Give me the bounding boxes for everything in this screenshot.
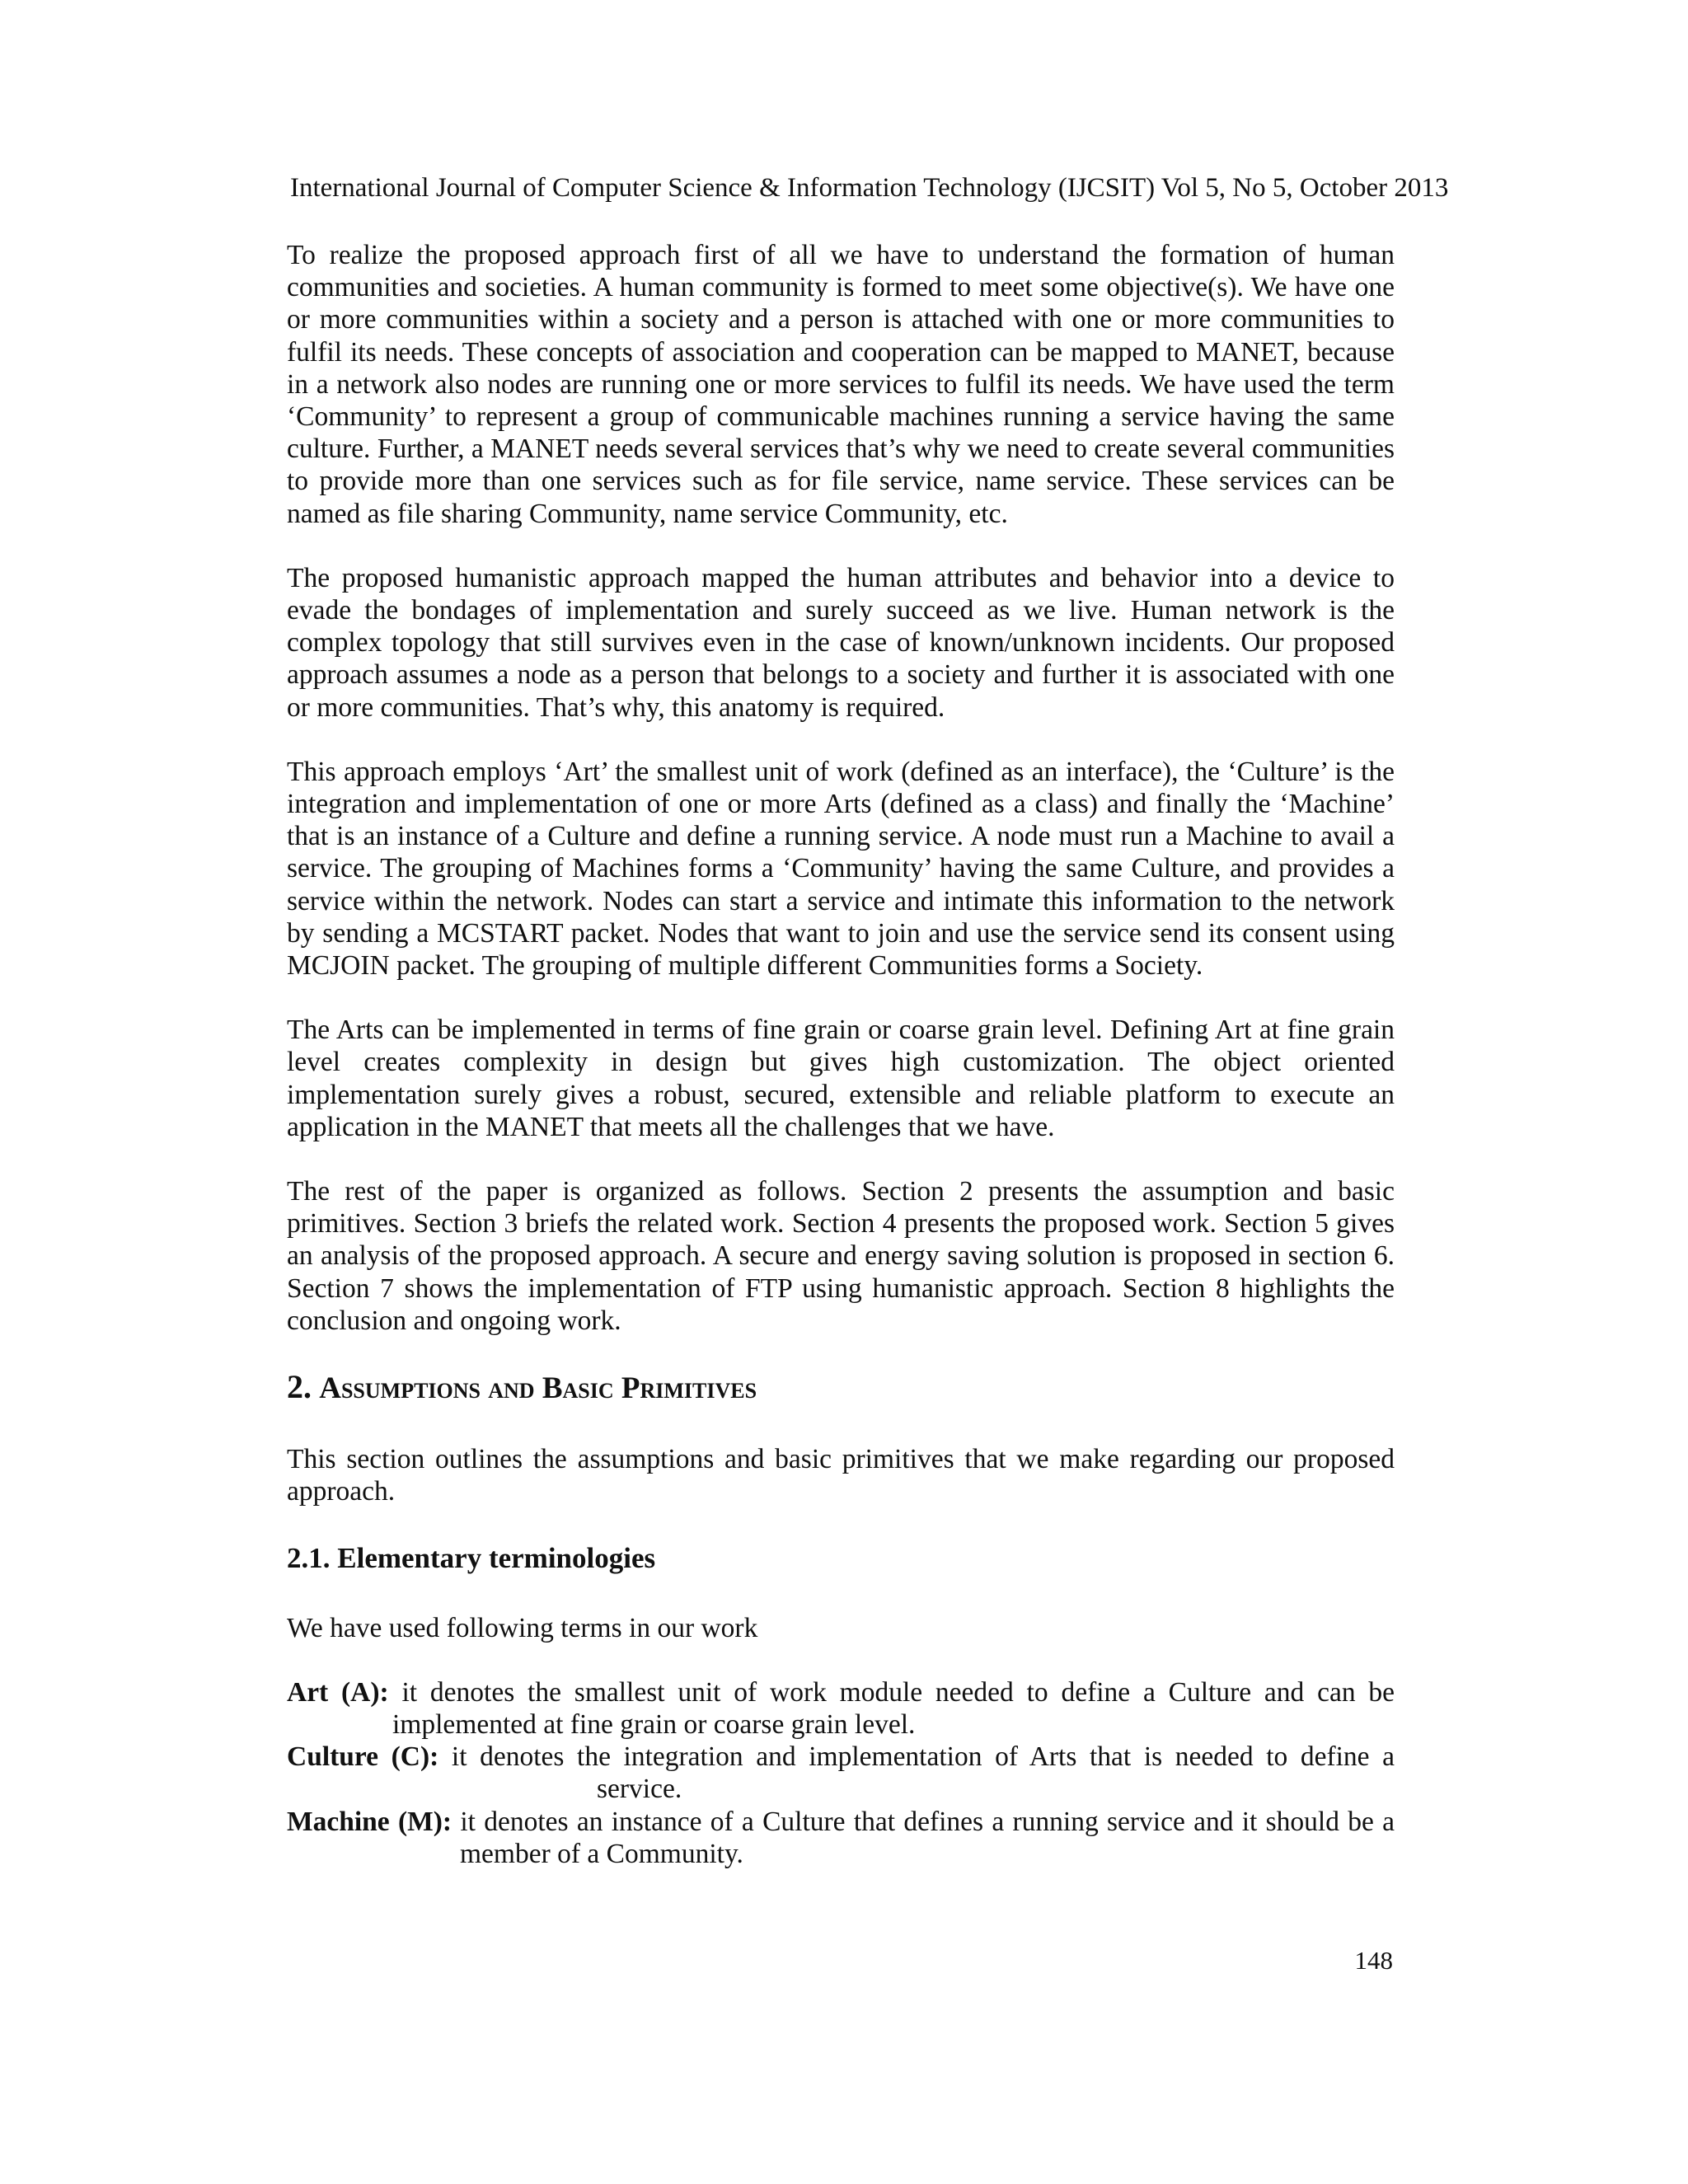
page-number: 148 bbox=[1354, 1946, 1393, 1975]
definition-continuation: implemented at fine grain or coarse grain level. bbox=[392, 1708, 916, 1740]
section-intro-paragraph: This section outlines the assumptions and basic primitives that we make regarding our proposed approach. bbox=[287, 1444, 1395, 1507]
definition-item-culture bbox=[287, 1741, 1395, 1805]
definition-first-line bbox=[287, 1741, 1395, 1773]
definition-continuation: member of a Community. bbox=[460, 1838, 743, 1869]
paragraph-humanistic-approach: The proposed humanistic approach mapped the human attributes and behavior into a device to evade the bondages of implementation and surely succeed as we live. Human network is the complex topology that still survives even in the case of known/unknown incidents. Our proposed approach assumes a node as a person that belongs to a society and further it is associated with one or more communities. That’s why, this anatomy is required. bbox=[287, 562, 1395, 723]
definition-first-line bbox=[287, 1676, 1395, 1708]
definition-text: it denotes an instance of a Culture that defines a running service and it should be a bbox=[460, 1806, 1395, 1837]
paragraph-community-formation: To realize the proposed approach first of all we have to understand the formation of human communities and societies. A human community is formed to meet some objective(s). We have one or more communities within a society and a person is attached with one or more communities to fulfil its needs. These concepts of association and cooperation can be mapped to MANET, because in a network also nodes are running one or more services to fulfil its needs. We have used the term ‘Community’ to represent a group of communicable machines running a service having the same culture. Further, a MANET needs several services that’s why we need to create several communities to provide more than one services such as for file service, name service. These services can be named as file sharing Community, name service Community, etc. bbox=[287, 240, 1395, 529]
subsection-intro-paragraph: We have used following terms in our work bbox=[287, 1612, 758, 1643]
definition-list bbox=[287, 1676, 1395, 1870]
section-title: Assumptions and Basic Primitives bbox=[319, 1371, 757, 1406]
running-header: International Journal of Computer Science & Information Technology (IJCSIT) Vol 5, No 5, October 2013 bbox=[290, 173, 1449, 203]
definition-text: it denotes the integration and implementation of Arts that is needed to define a bbox=[451, 1741, 1395, 1773]
definition-term: Culture (C): bbox=[287, 1741, 439, 1773]
definition-item-machine bbox=[287, 1806, 1395, 1870]
paragraph-art-culture-machine: This approach employs ‘Art’ the smallest unit of work (defined as an interface), the ‘Culture’ is the integration and implementation of one or more Arts (defined as a class) and finally the ‘Machine’ that is an instance of a Culture and define a running service. A node must run a Machine to avail a service. The grouping of Machines forms a ‘Community’ having the same Culture, and provides a service within the network. Nodes can start a service and intimate this information to the network by sending a MCSTART packet. Nodes that want to join and use the service send its consent using MCJOIN packet. The grouping of multiple different Communities forms a Society. bbox=[287, 756, 1395, 982]
definition-first-line bbox=[287, 1806, 1395, 1838]
body-column bbox=[287, 239, 1395, 1870]
subsection-heading-terminologies: 2.1. Elementary terminologies bbox=[287, 1541, 656, 1574]
definition-item-art bbox=[287, 1676, 1395, 1741]
definition-term: Machine (M): bbox=[287, 1806, 452, 1837]
paragraph-paper-organization: The rest of the paper is organized as follows. Section 2 presents the assumption and basic primitives. Section 3 briefs the related work. Section 4 presents the proposed work. Section 5 gives an analysis of the proposed approach. A secure and energy saving solution is proposed in section 6. Section 7 shows the implementation of FTP using humanistic approach. Section 8 highlights the conclusion and ongoing work. bbox=[287, 1176, 1395, 1336]
section-heading-assumptions bbox=[287, 1369, 1395, 1407]
definition-continuation: service. bbox=[597, 1774, 682, 1805]
section-number: 2. bbox=[287, 1368, 312, 1406]
paragraph-arts-granularity: The Arts can be implemented in terms of fine grain or coarse grain level. Defining Art at fine grain level creates complexity in design but gives high customization. The object oriented implementation surely gives a robust, secured, extensible and reliable platform to execute an application in the MANET that meets all the challenges that we have. bbox=[287, 1015, 1395, 1142]
definition-term: Art (A): bbox=[287, 1676, 389, 1708]
definition-text: it denotes the smallest unit of work module needed to define a Culture and can be bbox=[401, 1676, 1395, 1708]
